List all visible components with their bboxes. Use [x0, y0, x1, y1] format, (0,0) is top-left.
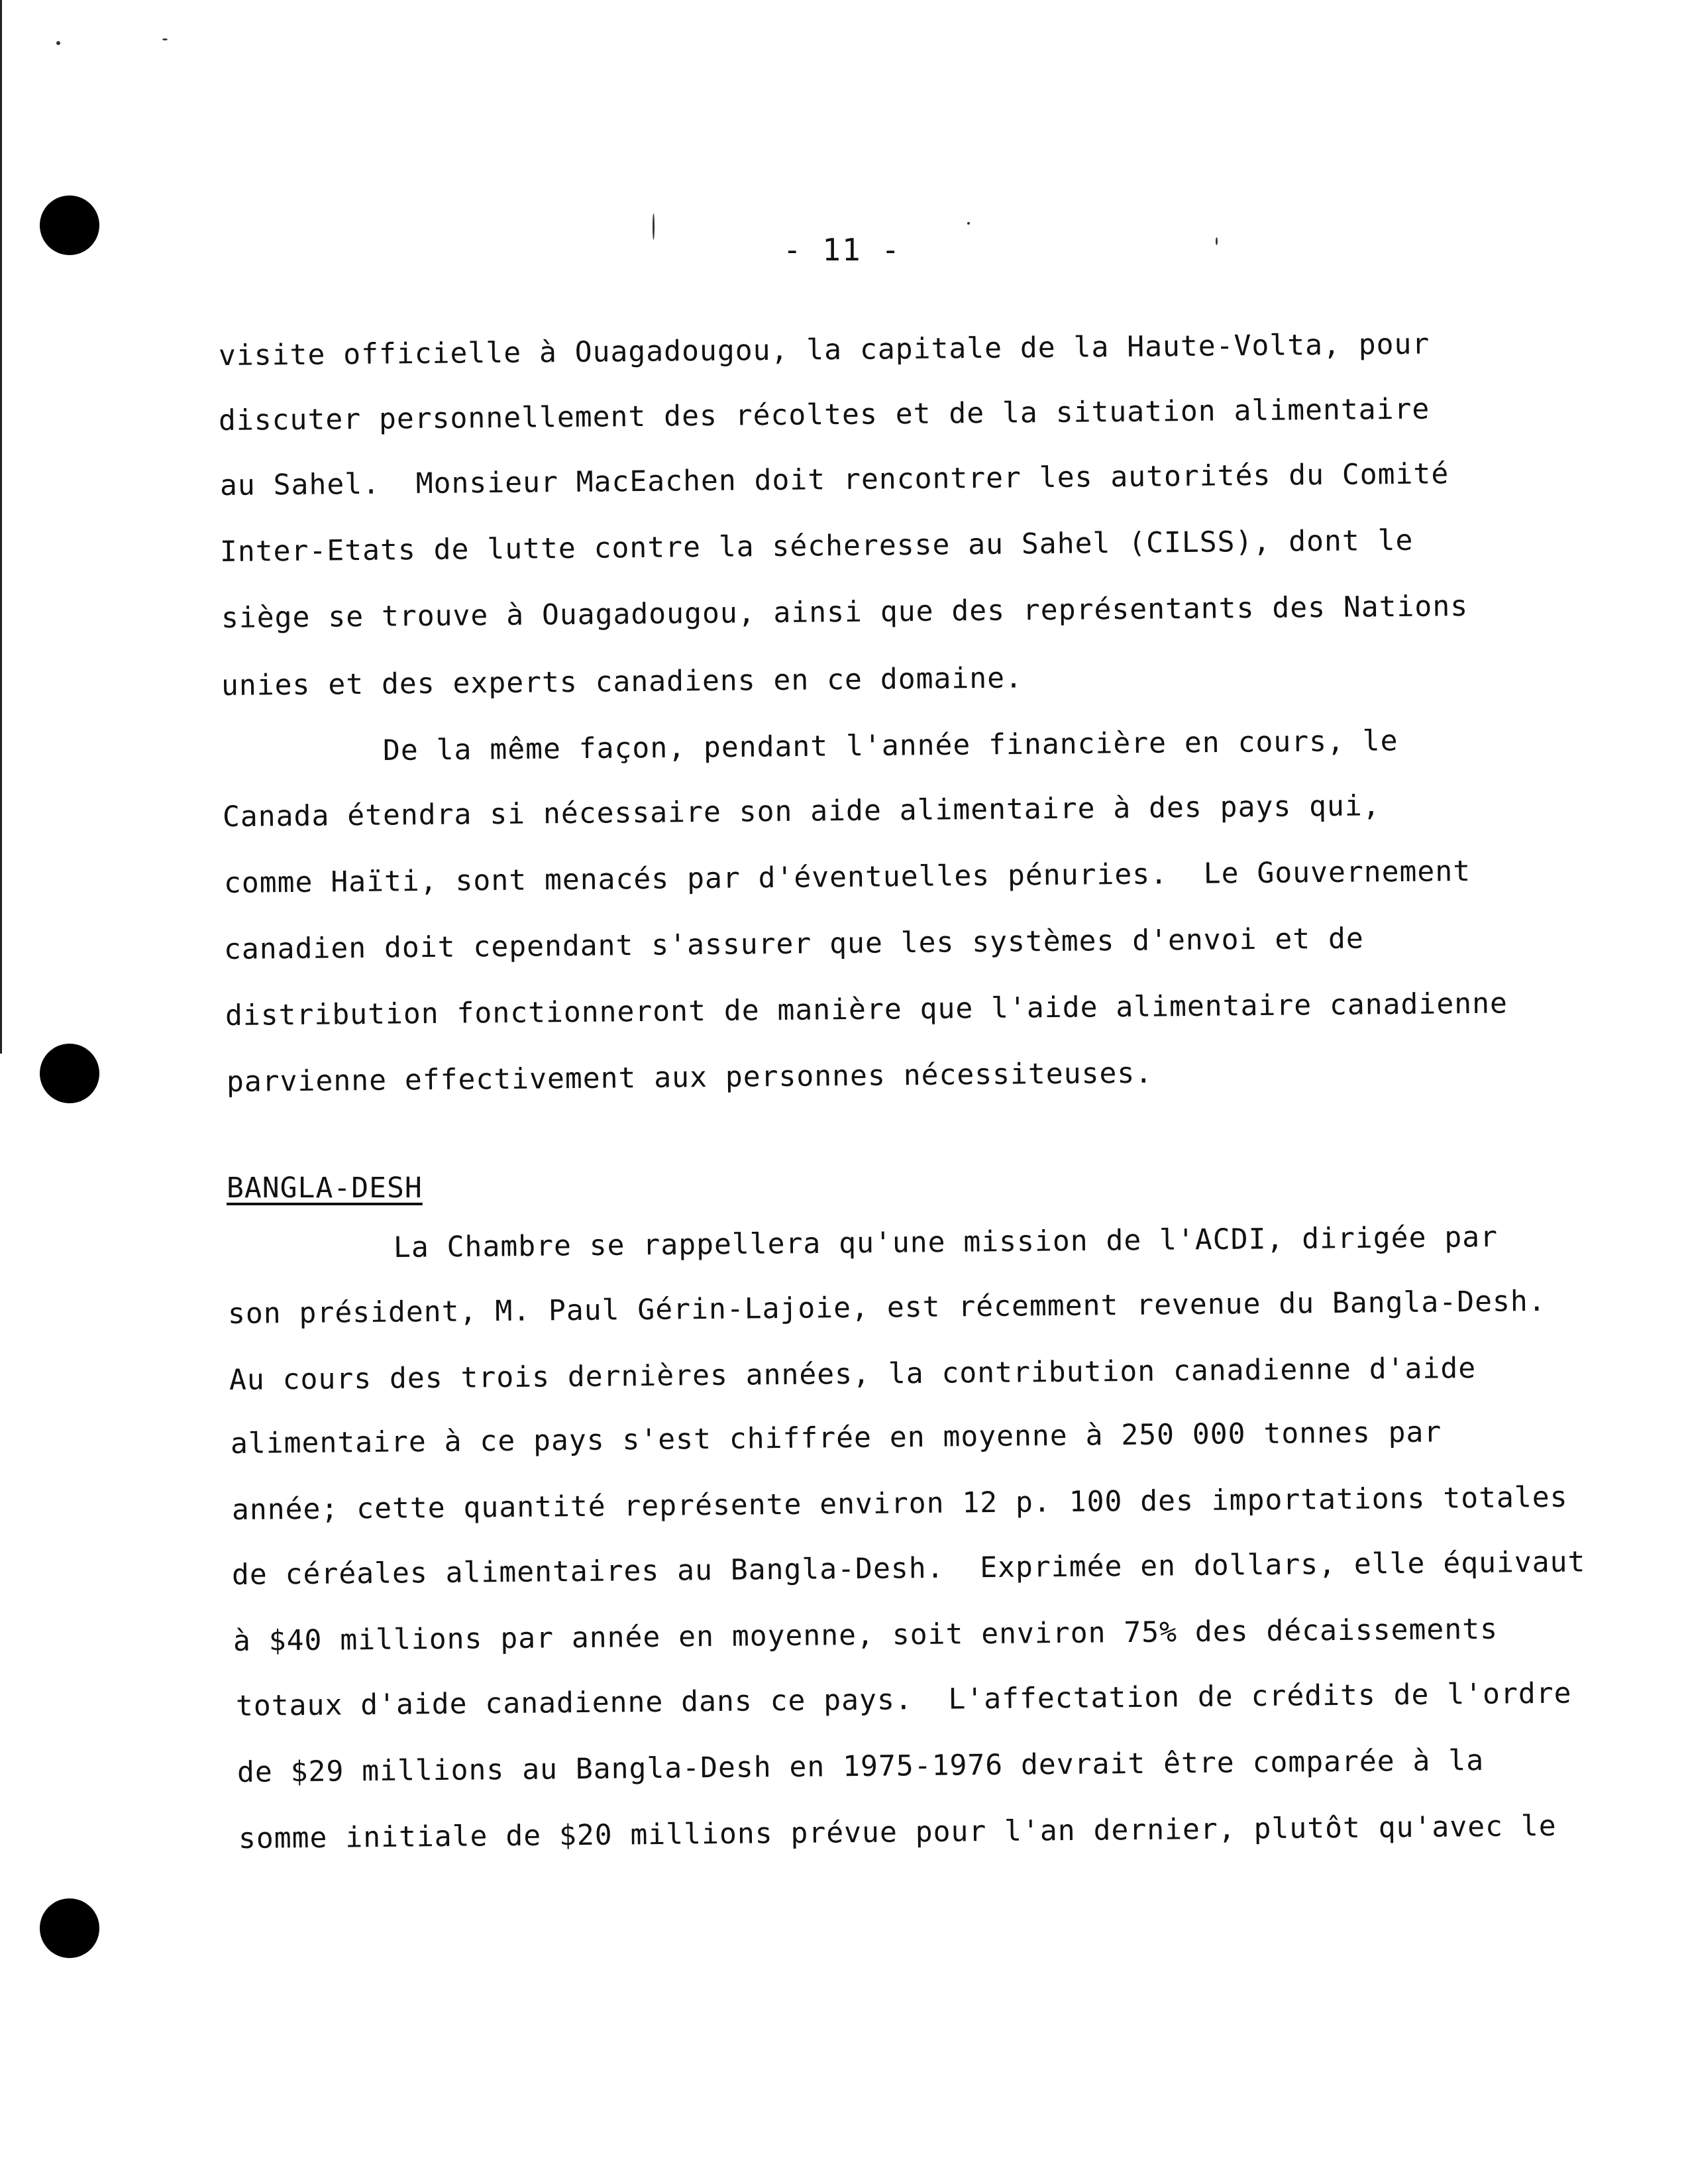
- punch-hole-middle: [40, 1044, 99, 1103]
- text-line: alimentaire à ce pays s'est chiffrée en moyenne à 250 000 tonnes par: [230, 1415, 1442, 1460]
- text-line: comme Haïti, sont menacés par d'éventuelles pénuries. Le Gouvernement: [223, 854, 1471, 900]
- page-number: - 11 -: [782, 232, 902, 268]
- text-line: totaux d'aide canadienne dans ce pays. L'affectation de crédits de l'ordre: [235, 1676, 1572, 1723]
- text-line: visite officielle à Ouagadougou, la capitale de la Haute-Volta, pour: [218, 327, 1430, 372]
- text-line: de céréales alimentaires au Bangla-Desh. Exprimée en dollars, elle équivaut: [231, 1545, 1586, 1592]
- text-line: distribution fonctionneront de manière que l'aide alimentaire canadienne: [225, 987, 1508, 1032]
- text-line: Canada étendra si nécessaire son aide alimentaire à des pays qui,: [222, 789, 1381, 834]
- text-line: Au cours des trois dernières années, la contribution canadienne d'aide: [229, 1351, 1477, 1397]
- text-line: discuter personnellement des récoltes et de la situation alimentaire: [218, 392, 1430, 437]
- text-line: La Chambre se rappellera qu'une mission de l'ACDI, dirigée par: [393, 1220, 1499, 1264]
- text-line: de $29 millions au Bangla-Desh en 1975-1976 devrait être comparée à la: [237, 1743, 1485, 1789]
- scan-speck: [162, 38, 168, 40]
- punch-hole-bottom: [40, 1898, 99, 1958]
- scan-speck: [56, 41, 60, 45]
- text-line: De la même façon, pendant l'année financière en cours, le: [382, 724, 1398, 767]
- scan-speck: [967, 222, 970, 225]
- text-line: siège se trouve à Ouagadougou, ainsi que des représentants des Nations: [221, 589, 1469, 635]
- scan-margin-line: [0, 0, 2, 1054]
- text-line: à $40 millions par année en moyenne, soit environ 75% des décaissements: [233, 1612, 1499, 1658]
- text-line: au Sahel. Monsieur MacEachen doit rencontrer les autorités du Comité: [219, 457, 1449, 502]
- text-line: son président, M. Paul Gérin-Lajoie, est récemment revenue du Bangla-Desh.: [227, 1284, 1546, 1331]
- text-line: canadien doit cependant s'assurer que les systèmes d'envoi et de: [223, 922, 1365, 966]
- text-line: unies et des experts canadiens en ce domaine.: [221, 661, 1024, 702]
- text-line: Inter-Etats de lutte contre la sécheresse au Sahel (CILSS), dont le: [219, 523, 1414, 569]
- text-line: année; cette quantité représente environ 12 p. 100 des importations totales: [231, 1480, 1568, 1527]
- section-heading: BANGLA-DESH: [227, 1172, 423, 1205]
- text-line: parvienne effectivement aux personnes nécessiteuses.: [226, 1056, 1153, 1099]
- text-line: somme initiale de $20 millions prévue pour l'an dernier, plutôt qu'avec le: [238, 1809, 1557, 1855]
